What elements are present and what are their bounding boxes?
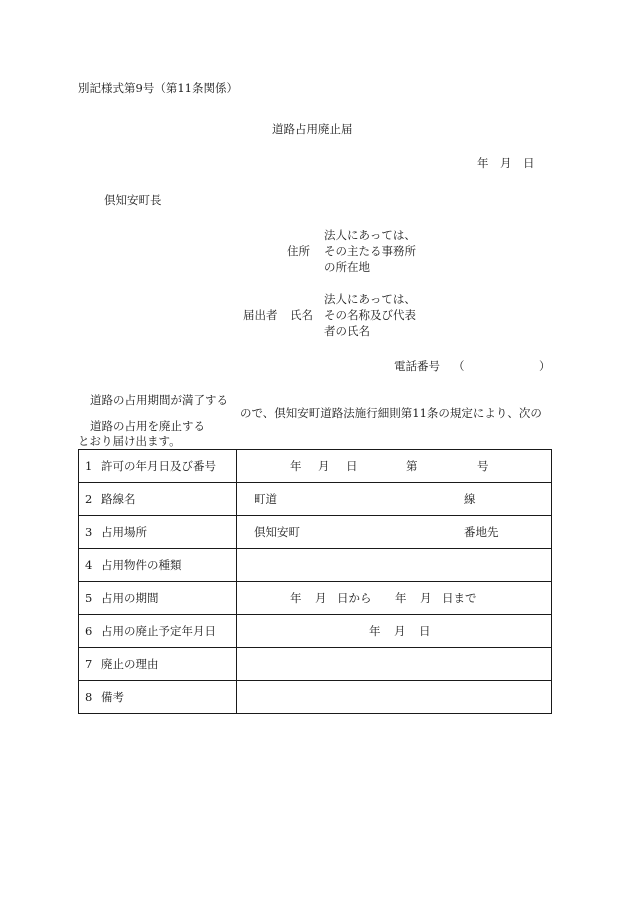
table-row (79, 450, 552, 483)
form-reference: 別記様式第9号（第11条関係） (78, 81, 238, 95)
address-note (324, 227, 416, 275)
phone-label: 電話番号 (394, 359, 440, 373)
table-row (79, 549, 552, 582)
row-label-text: 備考 (101, 690, 124, 704)
row-number: 8 (85, 690, 93, 704)
month-unit: 月 (420, 591, 432, 605)
row-label (79, 450, 237, 483)
row-label-text: 占用の期間 (101, 591, 159, 605)
row-label (79, 483, 237, 516)
day-unit: 日 (346, 459, 358, 473)
year-unit: 年 (290, 591, 302, 605)
notification-table (78, 449, 552, 714)
remarks-field[interactable] (237, 681, 552, 714)
statement-tail: とおり届け出ます。 (78, 434, 181, 448)
town-prefix: 倶知安町 (254, 525, 300, 539)
occupancy-object-type-field[interactable] (237, 549, 552, 582)
table-row (79, 483, 552, 516)
table-row (79, 648, 552, 681)
month-unit: 月 (394, 624, 406, 638)
row-label-text: 占用場所 (101, 525, 147, 539)
address-note-line: その主たる事務所 (324, 244, 416, 258)
row-number: 4 (85, 558, 93, 572)
row-label-text: 占用の廃止予定年月日 (101, 624, 216, 638)
name-note-line: 法人にあっては、 (324, 292, 416, 306)
month-unit: 月 (318, 459, 330, 473)
route-suffix: 線 (464, 492, 476, 506)
name-label: 氏名 (290, 308, 313, 322)
name-note (324, 291, 416, 339)
number-prefix: 第 (406, 459, 418, 473)
day-until-unit: 日まで (442, 591, 477, 605)
occupancy-location-field[interactable] (237, 516, 552, 549)
statement-text: ので、倶知安町道路法施行細則第11条の規定により、次の (240, 406, 542, 420)
row-number: 7 (85, 657, 93, 671)
row-label-text: 占用物件の種類 (101, 558, 182, 572)
recipient: 倶知安町長 (104, 193, 162, 207)
table-row (79, 681, 552, 714)
row-label (79, 549, 237, 582)
name-note-line: 者の氏名 (324, 324, 370, 338)
occupancy-period-field[interactable] (237, 582, 552, 615)
row-number: 6 (85, 624, 93, 638)
route-name-field[interactable] (237, 483, 552, 516)
planned-abolish-date-field[interactable] (237, 615, 552, 648)
day-unit: 日 (419, 624, 431, 638)
phone-paren-close: ） (539, 359, 551, 373)
statement-option-expired: 道路の占用期間が満了する (90, 393, 228, 407)
row-label (79, 681, 237, 714)
date-line: 年 月 日 (477, 156, 535, 170)
table-row (79, 516, 552, 549)
row-label (79, 648, 237, 681)
address-note-line: 法人にあっては、 (324, 228, 416, 242)
statement-option-abolish: 道路の占用を廃止する (90, 419, 205, 433)
document-title: 道路占用廃止届 (272, 122, 353, 136)
permit-date-number-field[interactable] (237, 450, 552, 483)
phone-paren-open: （ (453, 359, 465, 373)
name-note-line: その名称及び代表 (324, 308, 416, 322)
row-label (79, 516, 237, 549)
year-unit: 年 (369, 624, 381, 638)
row-label (79, 582, 237, 615)
row-label-text: 許可の年月日及び番号 (101, 459, 216, 473)
row-number: 5 (85, 591, 93, 605)
lot-suffix: 番地先 (464, 525, 499, 539)
address-note-line: の所在地 (324, 260, 370, 274)
day-from-unit: 日から (337, 591, 372, 605)
table-row (79, 582, 552, 615)
row-number: 1 (85, 459, 93, 473)
abolish-reason-field[interactable] (237, 648, 552, 681)
row-label-text: 路線名 (101, 492, 136, 506)
table-row (79, 615, 552, 648)
filer-label: 届出者 (243, 308, 278, 322)
row-label-text: 廃止の理由 (101, 657, 159, 671)
year-unit: 年 (395, 591, 407, 605)
year-unit: 年 (290, 459, 302, 473)
town-road-prefix: 町道 (254, 492, 277, 506)
address-label: 住所 (287, 244, 310, 258)
row-number: 2 (85, 492, 93, 506)
month-unit: 月 (315, 591, 327, 605)
number-suffix: 号 (477, 459, 489, 473)
row-number: 3 (85, 525, 93, 539)
row-label (79, 615, 237, 648)
